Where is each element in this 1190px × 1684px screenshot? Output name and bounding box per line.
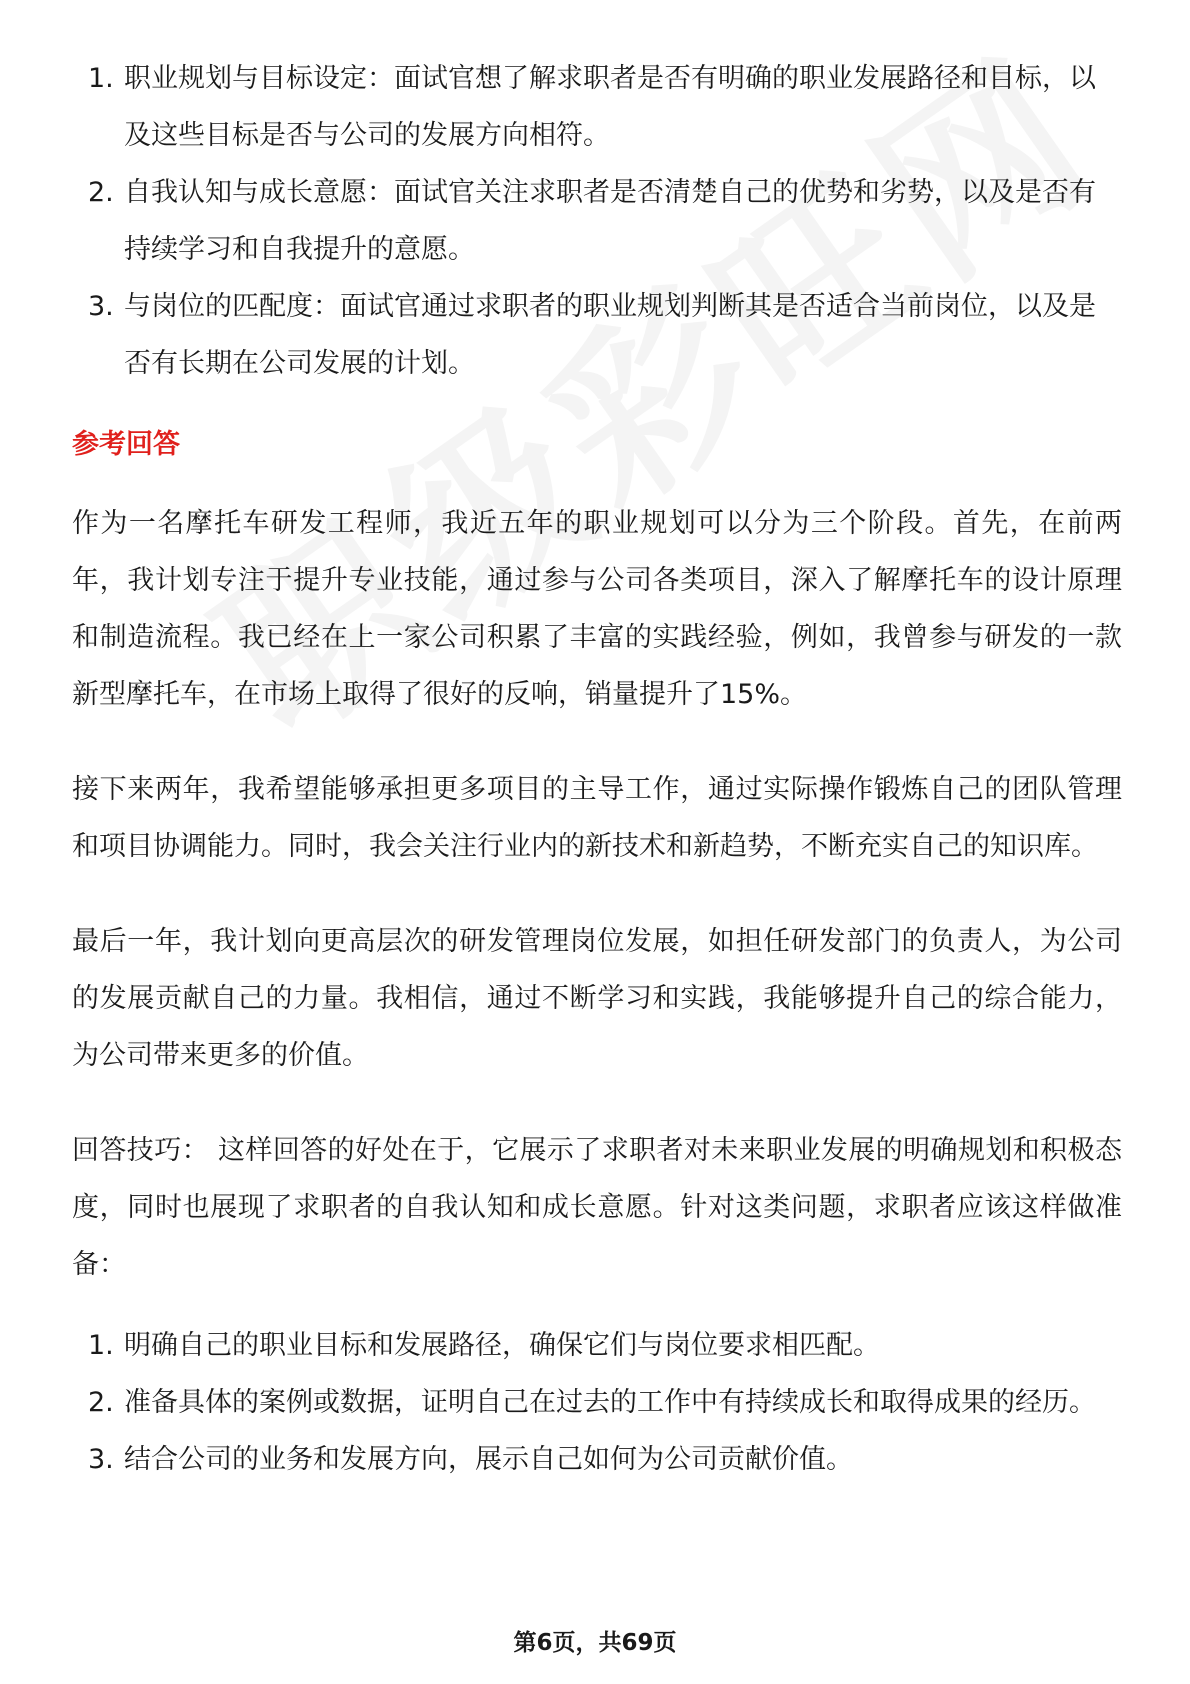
interviewer-intent-list (72, 50, 1122, 392)
list-item (72, 1374, 1122, 1431)
section-heading: 参考回答 (72, 429, 180, 460)
list-item-text: 与岗位的匹配度：面试官通过求职者的职业规划判断其是否适合当前岗位，以及是否有长期在公司发展的计划。 (124, 291, 1096, 379)
tips-paragraph: 回答技巧： 这样回答的好处在于，它展示了求职者对未来职业发展的明确规划和积极态度，同时也展现了求职者的自我认知和成长意愿。针对这类问题，求职者应该这样做准备： (72, 1135, 1122, 1280)
list-item-text: 明确自己的职业目标和发展路径，确保它们与岗位要求相匹配。 (124, 1330, 880, 1361)
list-item (72, 1317, 1122, 1374)
list-item (72, 164, 1122, 278)
list-number: 2. (88, 177, 114, 208)
list-item-text: 自我认知与成长意愿：面试官关注求职者是否清楚自己的优势和劣势，以及是否有持续学习和自我提升的意愿。 (124, 177, 1096, 265)
list-number: 1. (88, 63, 114, 94)
list-number: 1. (88, 1330, 114, 1361)
document-body (72, 50, 1122, 1488)
list-item-text: 准备具体的案例或数据，证明自己在过去的工作中有持续成长和取得成果的经历。 (124, 1387, 1096, 1418)
preparation-list (72, 1317, 1122, 1488)
list-item-text: 职业规划与目标设定：面试官想了解求职者是否有明确的职业发展路径和目标，以及这些目标是否与公司的发展方向相符。 (124, 63, 1096, 151)
list-item-text: 结合公司的业务和发展方向，展示自己如何为公司贡献价值。 (124, 1444, 853, 1475)
paragraph: 最后一年，我计划向更高层次的研发管理岗位发展，如担任研发部门的负责人，为公司的发展贡献自己的力量。我相信，通过不断学习和实践，我能够提升自己的综合能力，为公司带来更多的价值。 (72, 926, 1122, 1071)
page-number-footer: 第6页，共69页 (513, 1630, 677, 1656)
list-item (72, 50, 1122, 164)
list-number: 3. (88, 1444, 114, 1475)
list-item (72, 1431, 1122, 1488)
paragraph: 作为一名摩托车研发工程师，我近五年的职业规划可以分为三个阶段。首先，在前两年，我计划专注于提升专业技能，通过参与公司各类项目，深入了解摩托车的设计原理和制造流程。我已经在上一家公司积累了丰富的实践经验，例如，我曾参与研发的一款新型摩托车，在市场上取得了很好的反响，销量提升了15%。 (72, 508, 1122, 710)
paragraph: 接下来两年，我希望能够承担更多项目的主导工作，通过实际操作锻炼自己的团队管理和项目协调能力。同时，我会关注行业内的新技术和新趋势，不断充实自己的知识库。 (72, 774, 1122, 862)
list-item (72, 278, 1122, 392)
list-number: 2. (88, 1387, 114, 1418)
list-number: 3. (88, 291, 114, 322)
